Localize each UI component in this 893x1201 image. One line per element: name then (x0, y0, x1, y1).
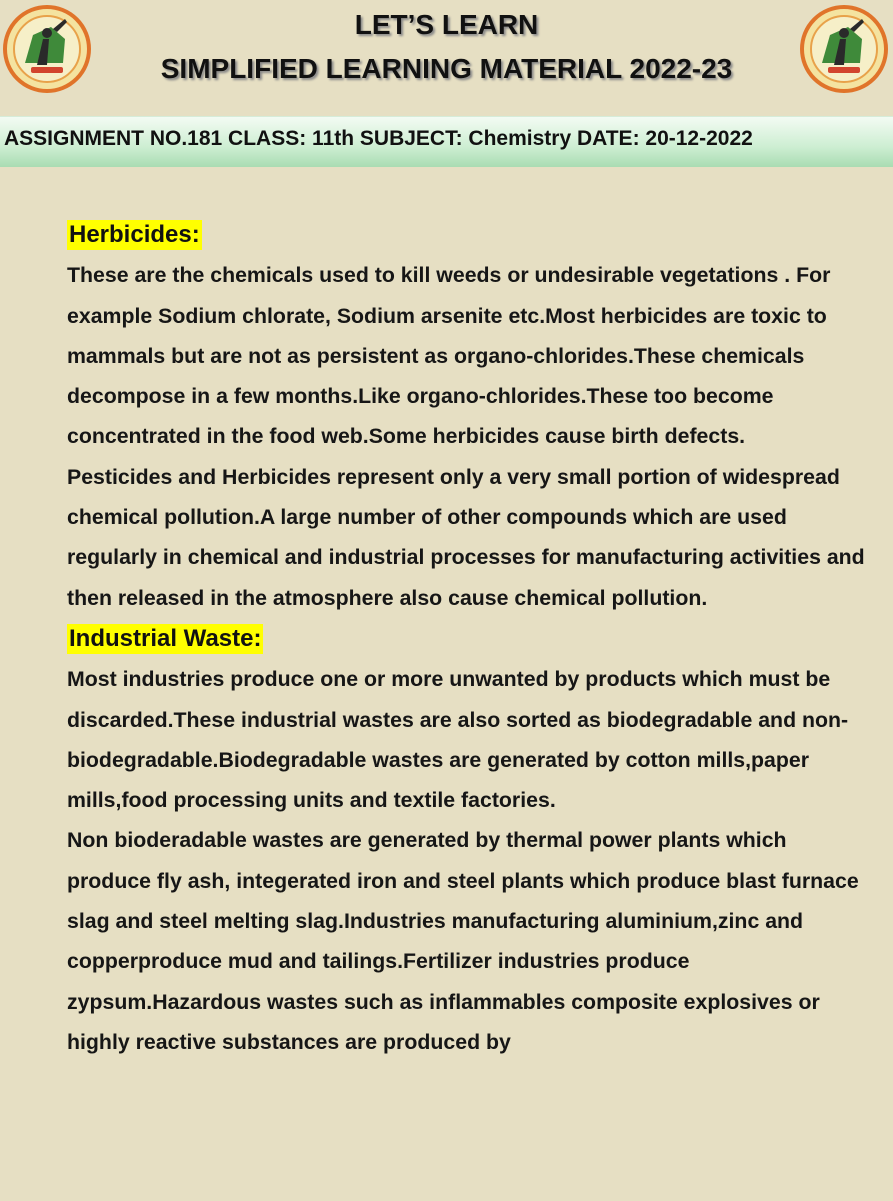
paragraph: Non bioderadable wastes are generated by thermal power plants which produce fly ash, integerated iron and steel plants which produce blast furnace slag and steel melting slag.Industries manufacturing aluminium,zinc and copperproduce mud and tailings.Fertilizer industries produce zypsum.Hazardous wastes such as inflammables composite explosives or highly reactive substances are produced by (67, 828, 859, 1054)
section-heading: Herbicides: (69, 221, 200, 248)
page-header (0, 0, 893, 112)
paragraph: These are the chemicals used to kill weeds or undesirable vegetations . For example Sodium chlorate, Sodium arsenite etc.Most herbicides are toxic to mammals but are not as persistent as organo-chlorides.These chemicals decompose in a few months.Like organo-chlorides.These too become concentrated in the food web.Some herbicides cause birth defects. (67, 263, 831, 449)
paragraph: Most industries produce one or more unwanted by products which must be discarded.These industrial wastes are also sorted as biodegradable and non-biodegradable.Biodegradable wastes are generated by cotton mills,paper mills,food processing units and textile factories. (67, 667, 849, 813)
assignment-bar (0, 116, 893, 167)
paragraph: Pesticides and Herbicides represent only a very small portion of widespread chemical pollution.A large number of other compounds which are used regularly in chemical and industrial processes for manufacturing activities and then released in the atmosphere also cause chemical pollution. (67, 464, 865, 610)
section-heading: Industrial Waste: (69, 624, 262, 652)
assignment-info: ASSIGNMENT NO.181 CLASS: 11th SUBJECT: Chemistry DATE: 20-12-2022 (4, 127, 753, 150)
section-industrial-waste (67, 618, 867, 1062)
document-body (67, 214, 867, 1062)
header-title-line2: SIMPLIFIED LEARNING MATERIAL 2022-23 (160, 53, 733, 84)
section-herbicides (67, 214, 867, 618)
header-title-line1: LET’S LEARN (354, 9, 539, 40)
